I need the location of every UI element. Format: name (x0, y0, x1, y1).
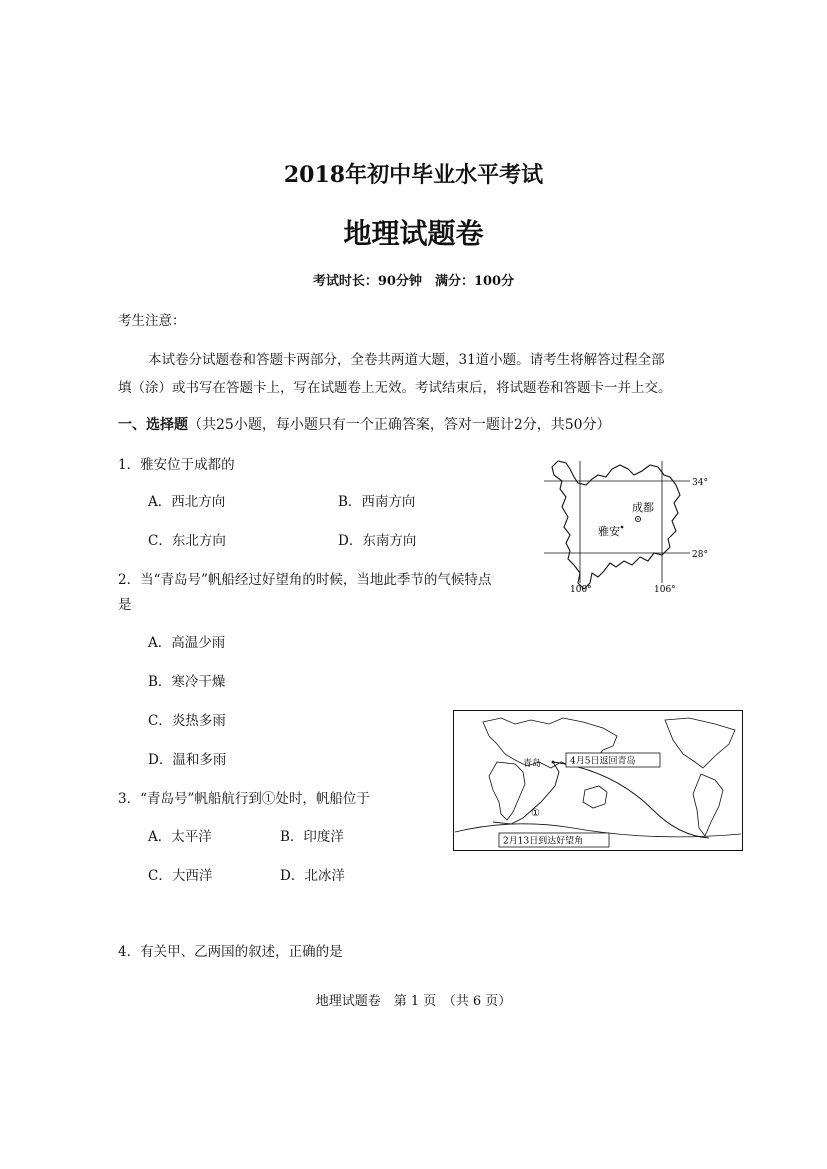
lon-100-label: 100° (570, 585, 592, 595)
cape-label: 2月13日到达好望角 (503, 836, 584, 847)
q1-option-b: B．西南方向 (338, 494, 416, 510)
q3-option-b: B．印度洋 (280, 829, 344, 845)
q1-option-d: D．东南方向 (338, 533, 417, 549)
paper-subtitle: 地理试题卷 (343, 217, 484, 250)
q3-option-a: A．太平洋 (148, 829, 212, 845)
lon-106-label: 106° (654, 585, 676, 595)
page-footer: 地理试题卷 第 1 页 （共 6 页） (315, 994, 512, 1009)
q2-option-b: B．寒冷干燥 (148, 674, 226, 690)
world-route-map (453, 710, 743, 851)
qingdao-label: 青岛 (523, 759, 542, 769)
yaan-marker (621, 526, 624, 529)
lat-28-label: 28° (692, 550, 708, 560)
q3-option-c: C．大西洋 (148, 868, 213, 884)
q2-option-a: A．高温少雨 (148, 635, 226, 651)
exam-title: 2018年初中毕业水平考试 (283, 162, 544, 188)
route-marker-1: ① (531, 808, 540, 819)
lat-34-label: 34° (692, 478, 708, 488)
q1-option-a: A．西北方向 (148, 494, 226, 510)
section-desc: （共25小题，每小题只有一个正确答案，答对一题计2分，共50分） (188, 417, 611, 433)
return-label: 4月5日返回青岛 (570, 756, 636, 767)
q2-stem-line-2: 是 (118, 597, 132, 613)
exam-meta: 考试时长：90分钟 满分：100分 (312, 274, 515, 289)
chengdu-label: 成都 (632, 501, 654, 514)
q2-option-c: C．炎热多雨 (148, 713, 226, 729)
q1-option-c: C．东北方向 (148, 533, 226, 549)
sichuan-map (540, 455, 720, 595)
q2-stem-line-1: 2．当“青岛号”帆船经过好望角的时候，当地此季节的气候特点 (118, 572, 492, 588)
chengdu-marker-dot (637, 518, 639, 520)
map-frame (454, 711, 743, 851)
q3-option-d: D．北冰洋 (280, 868, 345, 884)
q2-option-d: D．温和多雨 (148, 752, 227, 768)
q3-stem: 3．“青岛号”帆船航行到①处时，帆船位于 (118, 791, 370, 807)
notice-label: 考生注意： (118, 313, 186, 329)
yaan-label: 雅安 (598, 525, 620, 538)
notice-line-2: 填（涂）或书写在答题卡上，写在试题卷上无效。考试结束后，将试题卷和答题卡一并上交。 (118, 380, 672, 396)
section-heading (118, 414, 611, 434)
q4-stem: 4．有关甲、乙两国的叙述，正确的是 (118, 944, 343, 960)
qingdao-marker (552, 761, 555, 764)
notice-line-1: 本试卷分试题卷和答题卡两部分，全卷共两道大题，31道小题。请考生将解答过程全部 (148, 352, 665, 368)
q1-stem: 1．雅安位于成都的 (118, 457, 235, 473)
section-title: 一、选择题 (118, 417, 188, 433)
